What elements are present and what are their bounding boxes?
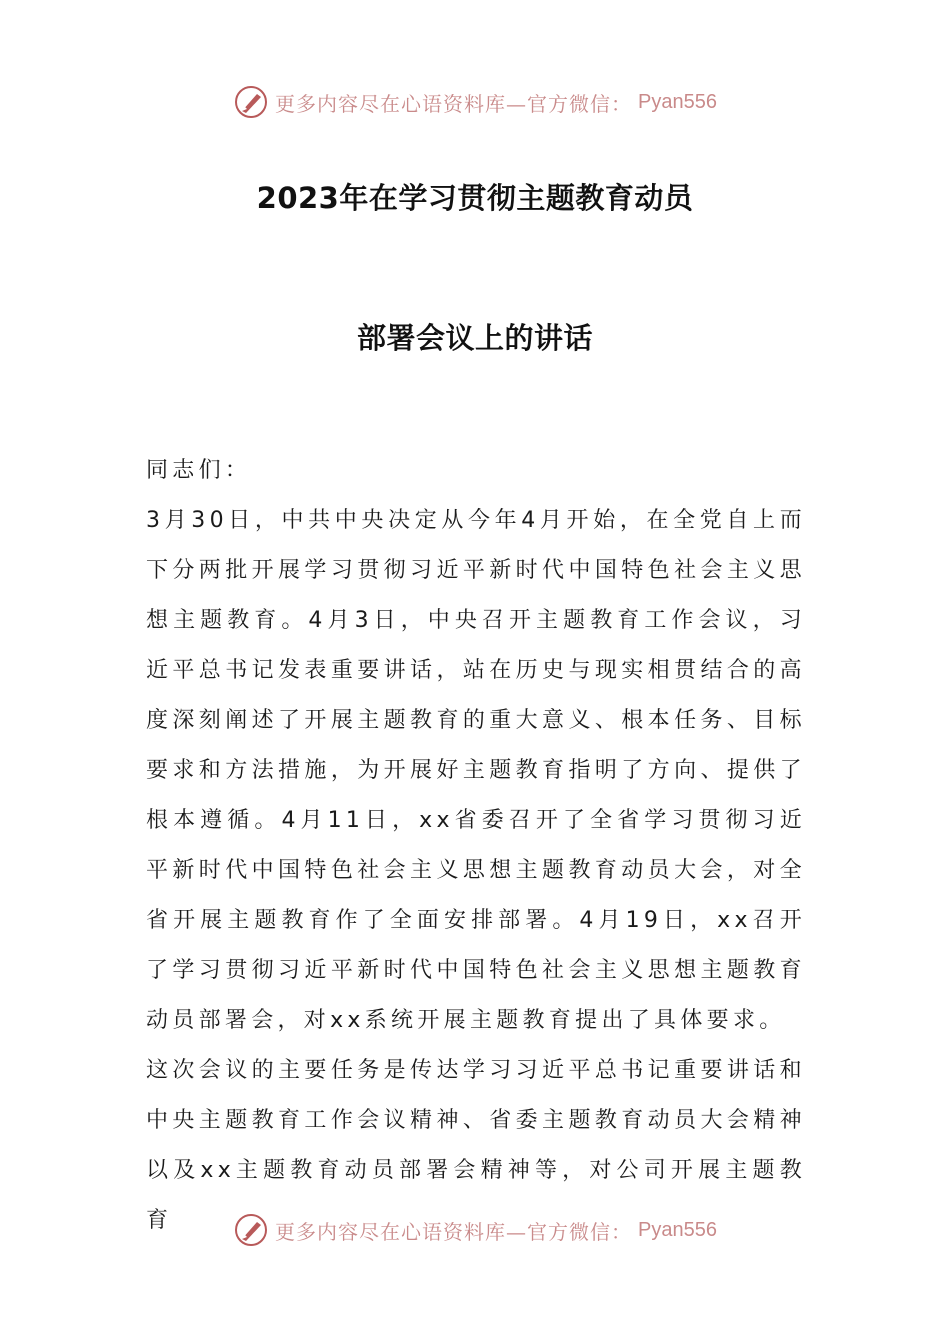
watermark-text: 更多内容尽在心语资料库—官方微信：: [275, 1219, 633, 1244]
document-title-line1: 2023年在学习贯彻主题教育动员: [256, 181, 694, 215]
document-title-line2: 部署会议上的讲话: [356, 321, 593, 355]
pen-logo-icon: [233, 1212, 269, 1248]
pen-logo-icon: [233, 84, 269, 120]
watermark-header: [0, 82, 950, 122]
watermark-wechat-id: Pyan556: [638, 90, 717, 113]
paragraph-2: 这次会议的主要任务是传达学习习近平总书记重要讲话和中央主题教育工作会议精神、省委主题教育动员大会精神以及xx主题教育动员部署会精神等，对公司开展主题教育: [146, 1058, 806, 1233]
watermark-text: 更多内容尽在心语资料库—官方微信：: [275, 91, 633, 116]
salutation: 同志们：: [146, 458, 252, 483]
watermark-footer: [0, 1210, 950, 1250]
paragraph-1: 3月30日，中共中央决定从今年4月开始，在全党自上而下分两批开展学习贯彻习近平新时代中国特色社会主义思想主题教育。4月3日，中央召开主题教育工作会议，习近平总书记发表重要讲话，站在历史与现实相贯结合的高度深刻阐述了开展主题教育的重大意义、根本任务、目标要求和方法措施，为开展好主题教育指明了方向、提供了根本遵循。4月11日，xx省委召开了全省学习贯彻习近平新时代中国特色社会主义思想主题教育动员大会，对全省开展主题教育作了全面安排部署。4月19日，xx召开了学习贯彻习近平新时代中国特色社会主义思想主题教育动员部署会，对xx系统开展主题教育提出了具体要求。: [146, 508, 806, 1033]
document-body: [146, 446, 806, 1246]
watermark-wechat-id: Pyan556: [638, 1218, 717, 1241]
